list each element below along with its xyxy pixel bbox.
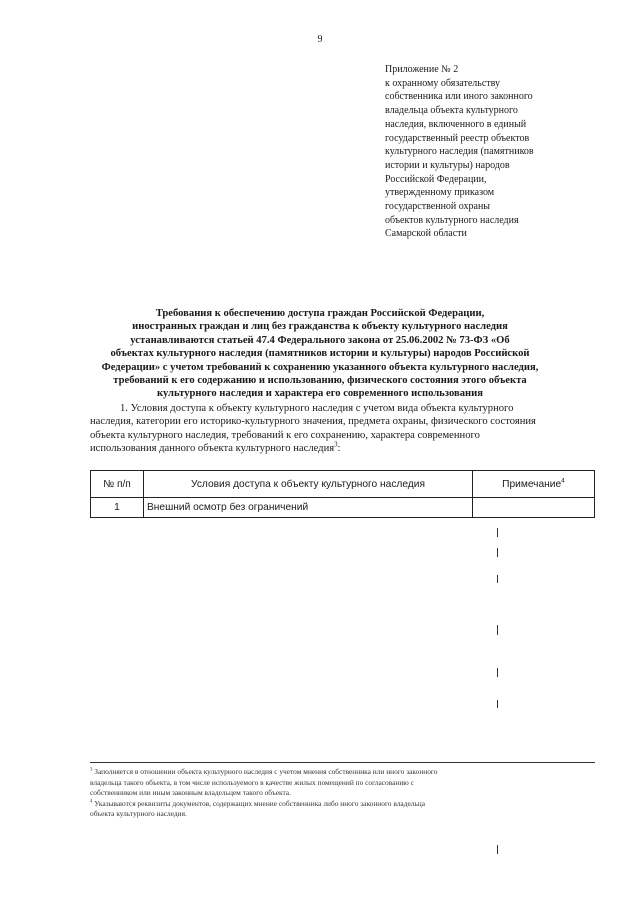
header-condition: Условия доступа к объекту культурного наследия xyxy=(144,471,473,498)
scan-mark xyxy=(497,528,498,537)
table-header-row xyxy=(91,471,595,498)
page-number: 9 xyxy=(317,34,323,45)
title-line: культурного наследия и характера его современного использования xyxy=(157,388,483,400)
title-line: объектах культурного наследия (памятников истории и культуры) народов Российской xyxy=(110,348,530,360)
row-condition: Внешний осмотр без ограничений xyxy=(144,498,473,518)
row-number: 1 xyxy=(91,498,144,518)
footnote-text: собственником или иным законным владельцем такого объекта. xyxy=(90,788,291,798)
title-line: иностранных граждан и лиц без гражданства к объекту культурного наследия xyxy=(132,321,508,333)
footnote-ref-3: 3 xyxy=(334,441,338,449)
appendix-line: Самарской области xyxy=(385,228,467,240)
title-line: требований к его содержанию и использованию, физического состояния этого объекта xyxy=(113,375,527,387)
scan-mark xyxy=(497,668,498,677)
footnote-3 xyxy=(90,767,595,778)
appendix-line: государственной охраны xyxy=(385,201,491,213)
footnote-marker-4: 4 xyxy=(90,799,93,805)
row-note xyxy=(473,498,595,518)
intro-colon: : xyxy=(337,443,341,455)
footnote-marker-3: 3 xyxy=(90,767,93,773)
title-line: устанавливаются статьей 47.4 Федерального закона от 25.06.2002 № 73-ФЗ «Об xyxy=(130,334,510,346)
appendix-line: государственный реестр объектов xyxy=(385,132,530,144)
intro-line-last xyxy=(90,442,595,455)
appendix-line: истории и культуры) народов xyxy=(385,159,510,171)
intro-line: 1. Условия доступа к объекту культурного наследия с учетом вида объекта культурного xyxy=(120,403,514,414)
intro-paragraph xyxy=(90,402,595,456)
appendix-line: к охранному обязательству xyxy=(385,77,501,89)
scan-mark xyxy=(497,548,498,557)
footnotes xyxy=(90,762,595,820)
intro-line-text: использования данного объекта культурного наследия xyxy=(90,443,335,455)
appendix-block xyxy=(385,63,595,241)
appendix-line: утвержденному приказом xyxy=(385,187,495,199)
appendix-line: собственника или иного законного xyxy=(385,91,533,103)
header-note-label: Примечание xyxy=(502,478,562,490)
requirements-title xyxy=(70,307,570,401)
footnote-ref-4: 4 xyxy=(561,477,565,485)
header-number: № п/п xyxy=(91,471,144,498)
access-conditions-table xyxy=(90,470,595,518)
table-row xyxy=(91,498,595,518)
title-line: Требования к обеспечению доступа граждан Российской Федерации, xyxy=(155,308,485,319)
scan-mark xyxy=(497,700,498,708)
intro-line: наследия, категории его историко-культурного значения, предмета охраны, физического состояния xyxy=(90,416,536,428)
appendix-line: Российской Федерации, xyxy=(385,173,487,185)
scan-mark xyxy=(497,845,498,854)
scan-mark xyxy=(497,575,498,583)
appendix-line: Приложение № 2 xyxy=(385,64,459,75)
appendix-line: объектов культурного наследия xyxy=(385,214,519,226)
appendix-line: культурного наследия (памятников xyxy=(385,146,534,158)
footnote-text: объекта культурного наследия. xyxy=(90,809,187,819)
footnote-text: владельца такого объекта, в том числе используемого в качестве жилых помещений по согласованию с xyxy=(90,777,414,787)
header-note xyxy=(473,471,595,498)
intro-line: объекта культурного наследия, требований к его сохранению, характера современного xyxy=(90,429,480,441)
title-line: Федерации» с учетом требований к сохранению указанного объекта культурного наследия, xyxy=(101,361,539,373)
appendix-line: владельца объекта культурного xyxy=(385,105,518,117)
scan-mark xyxy=(497,625,498,635)
footnote-text: Указываются реквизиты документов, содержащих мнение собственника либо иного законного владельца xyxy=(94,798,426,808)
footnote-4 xyxy=(90,799,595,810)
appendix-line: наследия, включенного в единый xyxy=(385,118,527,130)
footnote-text: Заполняется в отношении объекта культурного наследия с учетом мнения собственника или иного законного xyxy=(94,767,438,776)
